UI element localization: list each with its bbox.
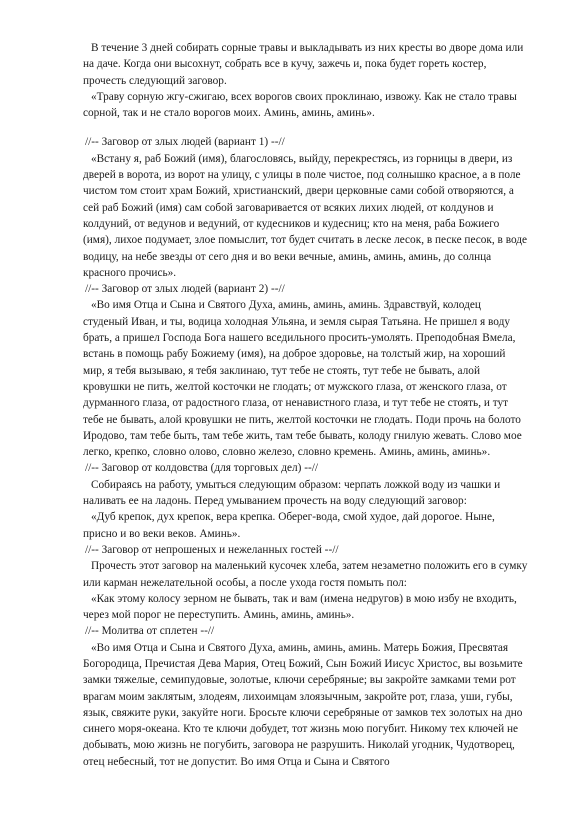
paragraph-witchcraft-spell: «Дуб крепок, дух крепок, вера крепка. Оберег-вода, смой худое, дай дорогое. Ныне, присно и во веки веков. Аминь». xyxy=(83,511,495,540)
heading-unwanted-guests: //-- Заговор от непрошеных и нежеланных гостей --// xyxy=(85,543,339,556)
paragraph-evil-people-1-spell: «Встану я, раб Божий (имя), благословясь, выйду, перекрестясь, из горницы в двери, из дверей в ворота, из ворот на улицу, с улицы в поле чистое, под солнышко красное, а в поле чистом том стоит храм Божий, христианский, двери церковные сами собой отворяются, а сей раб Божий (имя) сам собой заговаривается от всяких лихих людей, от колдунов и колдуний, от ведунов и ведуний, от кудесников и кудесниц; кто на меня, раба Божиего (имя), лихое подумает, злое помыслит, тот будет считать в леске лесок, в песке песок, в воде водицу, на небе звезды от сего дня и во веки вечные, аминь, аминь, аминь, до солнца красного прочись». xyxy=(83,152,528,279)
paragraph-unwanted-guests-instructions: Прочесть этот заговор на маленький кусочек хлеба, затем незаметно положить его в сумку или карман нежелательной особы, а после ухода гостя помыть пол: xyxy=(83,560,528,589)
heading-witchcraft-trade: //-- Заговор от колдовства (для торговых дел) --// xyxy=(85,462,319,475)
paragraph-witchcraft-instructions: Собираясь на работу, умыться следующим образом: черпать ложкой воду из чашки и наливать ее на ладонь. Перед умыванием прочесть на воду следующий заговор: xyxy=(83,478,501,508)
paragraph-weed-ritual: В течение 3 дней собирать сорные травы и выкладывать из них кресты во дворе дома или на даче. Когда они высохнут, собрать все в кучу, зажечь и, пока будет гореть костер, прочесть следующий заговор. xyxy=(83,42,524,87)
heading-gossip-prayer: //-- Молитва от сплетен --// xyxy=(85,625,215,638)
paragraph-weed-spell: «Траву сорную жгу-сжигаю, всех ворогов своих проклинаю, извожу. Как не стало травы сорной, так и не стало ворогов моих. Аминь, аминь, аминь». xyxy=(83,90,517,120)
paragraph-gossip-prayer: «Во имя Отца и Сына и Святого Духа, аминь, аминь, аминь. Матерь Божия, Пресвятая Богородица, Пречистая Дева Мария, Отец Божий, Сын Божий Иисус Христос, вы возьмите замки тяжелые, семипудовые, золотые, ключи серебряные; вы закройте замками теми рот врагам моим заклятым, злодеям, лихоимцам злоязычным, закройте рот, глаза, уши, губы, язык, свяжите руки, закуйте ноги. Бросьте ключи серебряные от замков тех золотых на дно синего моря-океана. Кто те ключи добудет, тот жизнь мою погубит. Никому тех ключей не добывать, мою жизнь не погубить, заговора не разрушить. Николай угодник, Чудотворец, отец небесный, тот не допустит. Во имя Отца и Сына и Святого xyxy=(83,641,523,768)
document-body xyxy=(83,40,528,770)
heading-evil-people-1: //-- Заговор от злых людей (вариант 1) --// xyxy=(85,136,285,149)
heading-evil-people-2: //-- Заговор от злых людей (вариант 2) --// xyxy=(85,283,285,296)
paragraph-evil-people-2-spell: «Во имя Отца и Сына и Святого Духа, аминь, аминь, аминь. Здравствуй, колодец студеный Иван, и ты, водица холодная Ульяна, и земля сырая Татьяна. Не пришел я воду брать, а пришел Господа Бога нашего вседильного просить-умолять. Преподобная Вмела, встань в помощь рабу Божиему (имя), на доброе здоровье, на толстый жир, на хороший мир, я тебя вызываю, я тебя заклинаю, тут тебе не стоять, тут тебе не бывать, алой кровушки не пить, желтой косточки не глодать; от мужского глаза, от женского глаза, от дурманного глаза, от радостного глаза, от ненавистного глаза, и тут тебе не стоять, и тут тебе не бывать, алой кровушки не пить, желтой косточки не глодать. Поди прочь на болото Иродово, там тебе быть, там тебе жить, там тебе бывать, колоду гнилую жевать. Слово мое легко, крепко, словно олово, словно железо, словно кремень. Аминь, аминь, аминь». xyxy=(83,299,522,459)
paragraph-unwanted-guests-spell: «Как этому колосу зерном не бывать, так и вам (имена недругов) в мою избу не входить, через мой порог не переступить. Аминь, аминь, аминь». xyxy=(83,592,517,622)
